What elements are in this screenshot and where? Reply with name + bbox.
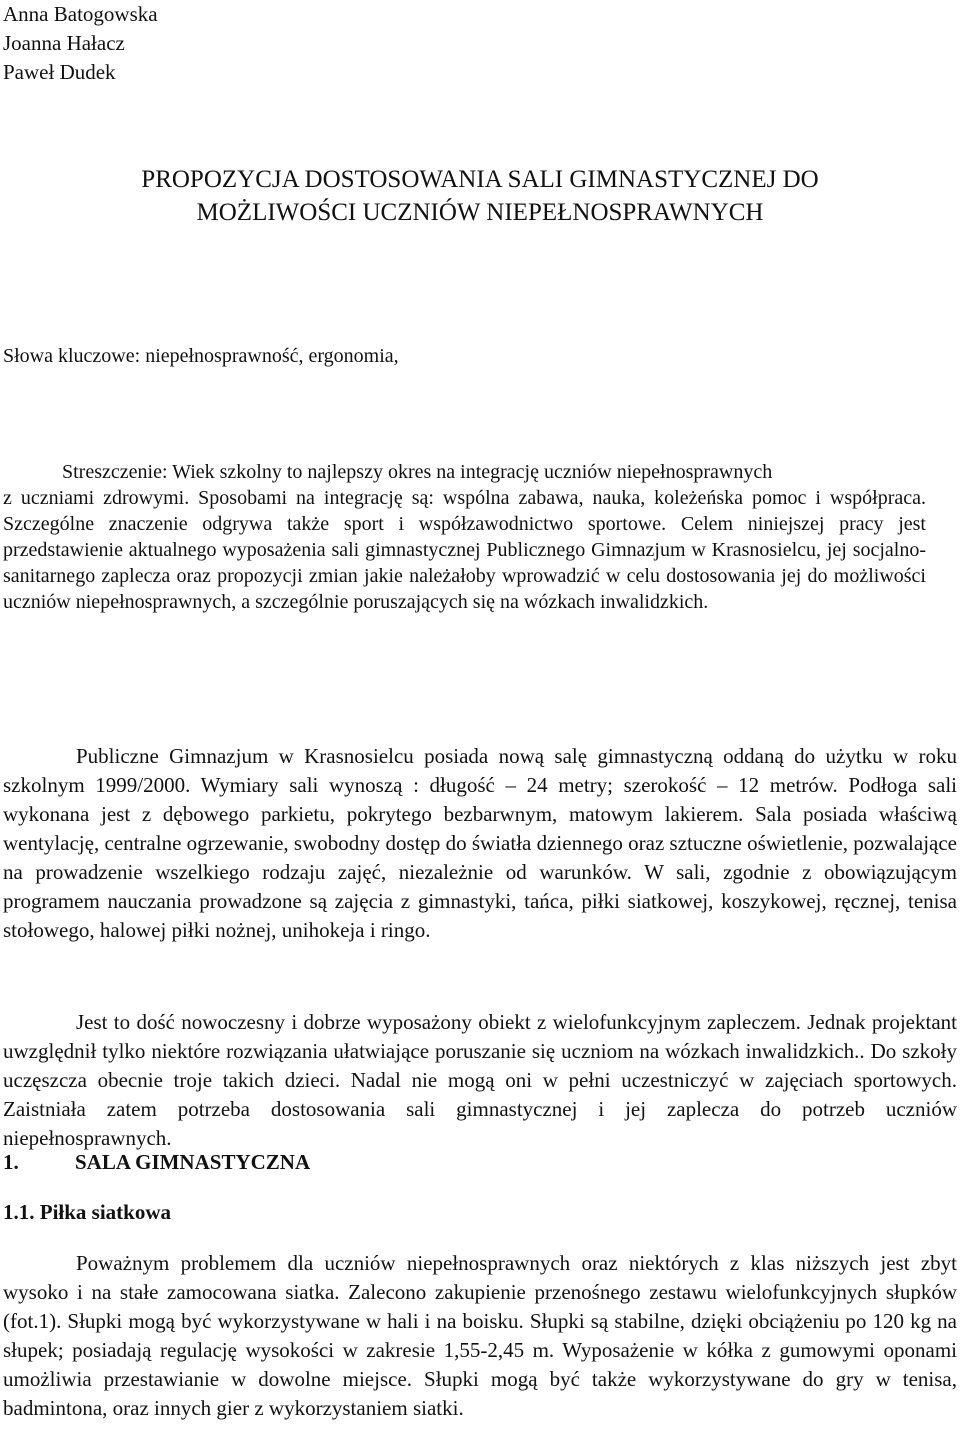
title-line: PROPOZYCJA DOSTOSOWANIA SALI GIMNASTYCZNEJ DO xyxy=(141,166,819,193)
author-list xyxy=(3,0,158,87)
section-heading xyxy=(3,1148,310,1177)
paragraph-volleyball: Poważnym problemem dla uczniów niepełnosprawnych oraz niektórych z klas niższych jest zbyt wysoko i na stałe zamocowana siatka. Zalecono zakupienie przenośnego zestawu wielofunkcyjnych słupków (fot.1). Słupki mogą być wykorzystywane w hali i na boisku. Słupki są stabilne, dzięki obciążeniu po 120 kg na słupek; posiadają regulację wysokości w zakresie 1,55-2,45 m. Wyposażenie w kółka z gumowymi oponami umożliwia przestawianie w dowolne miejsce. Słupki mogą być także wykorzystywane do gry w tenisa, badmintona, oraz innych gier z wykorzystaniem siatki. xyxy=(3,1251,957,1420)
abstract-first-line: Streszczenie: Wiek szkolny to najlepszy okres na integrację uczniów niepełnosprawnych xyxy=(62,461,773,483)
title-line: MOŻLIWOŚCI UCZNIÓW NIEPEŁNOSPRAWNYCH xyxy=(196,199,764,226)
author-name: Joanna Hałacz xyxy=(3,31,125,55)
keywords: Słowa kluczowe: niepełnosprawność, ergonomia, xyxy=(3,345,399,367)
paragraph-intro: Publiczne Gimnazjum w Krasnosielcu posiada nową salę gimnastyczną oddaną do użytku w roku szkolnym 1999/2000. Wymiary sali wynoszą : długość – 24 metry; szerokość – 12 metrów. Podłoga sali wykonana jest z dębowego parkietu, pokrytego bezbarwnym, matowym lakierem. Sala posiada właściwą wentylację, centralne ogrzewanie, swobodny dostęp do światła dziennego oraz sztuczne oświetlenie, pozwalające na prowadzenie wszelkiego rodzaju zajęć, niezależnie od warunków. W sali, zgodnie z obowiązującym programem nauczania prowadzone są zajęcia z gimnastyki, tańca, piłki siatkowej, koszykowej, ręcznej, tenisa stołowego, halowej piłki nożnej, unihokeja i ringo. xyxy=(3,744,957,942)
abstract-body: z uczniami zdrowymi. Sposobami na integrację są: wspólna zabawa, nauka, koleżeńska pomoc i współpraca. Szczególne znaczenie odgrywa także sport i współzawodnictwo sportowe. Celem niniejszej pracy jest przedstawienie aktualnego wyposażenia sali gimnastycznej Publicznego Gimnazjum w Krasnosielcu, jej socjalno- sanitarnego zaplecza oraz propozycji zmian jakie należałoby wprowadzić w celu dostosowania jej do możliwości uczniów niepełnosprawnych, a szczególnie poruszających się na wózkach inwalidzkich. xyxy=(3,487,926,613)
abstract xyxy=(3,459,926,615)
section-title: SALA GIMNASTYCZNA xyxy=(75,1150,311,1174)
paragraph-need: Jest to dość nowoczesny i dobrze wyposażony obiekt z wielofunkcyjnym zapleczem. Jednak projektant uwzględnił tylko niektóre rozwiązania ułatwiające poruszanie się uczniom na wózkach inwalidzkich.. Do szkoły uczęszcza obecnie troje takich dzieci. Nadal nie mogą oni w pełni uczestniczyć w zajęciach sportowych. Zaistniała zatem potrzeba dostosowania sali gimnastycznej i jej zaplecza do potrzeb uczniów niepełnosprawnych. xyxy=(3,1010,957,1150)
subsection-heading: 1.1. Piłka siatkowa xyxy=(3,1200,172,1224)
section-number: 1. xyxy=(3,1150,19,1174)
document-title xyxy=(0,163,960,229)
author-name: Anna Batogowska xyxy=(3,2,158,26)
author-name: Paweł Dudek xyxy=(3,60,116,84)
